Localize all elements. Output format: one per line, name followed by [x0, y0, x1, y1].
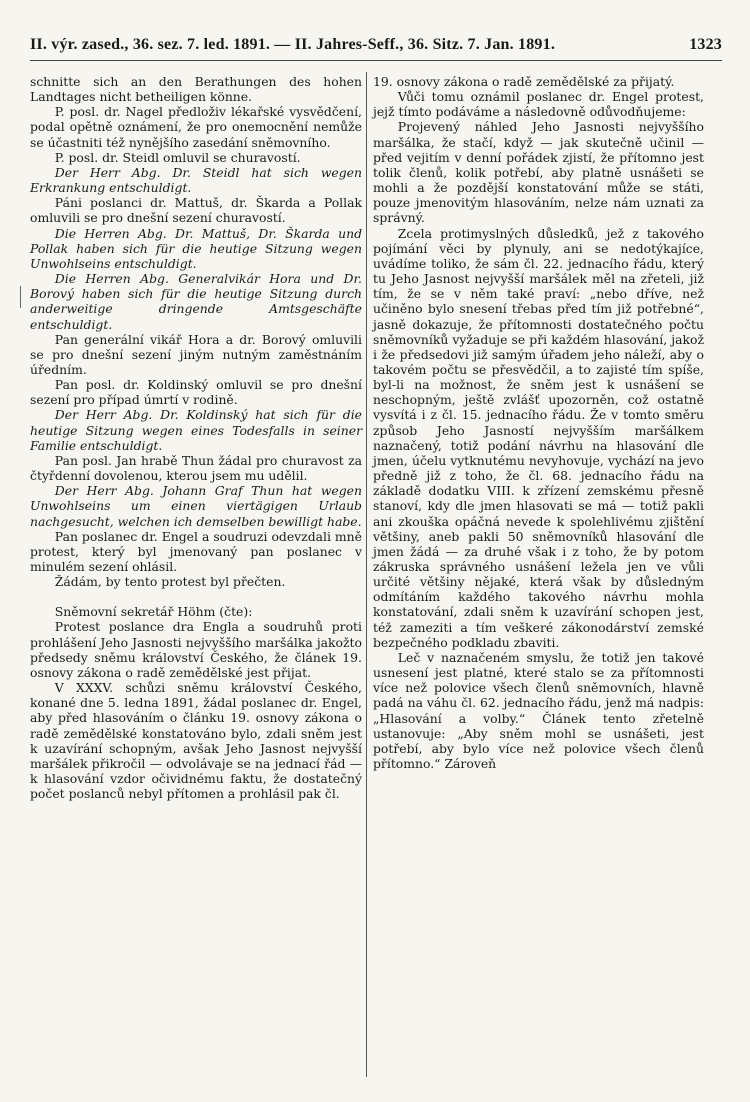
paragraph: 19. osnovy zákona o radě zemědělské za přijatý.: [373, 74, 675, 89]
margin-mark: [20, 286, 21, 308]
paragraph: Pan generální vikář Hora a dr. Borový omluvili se pro dnešní sezení jiným nutným zaměstnáním úředním.: [30, 331, 362, 377]
left-column: [30, 74, 362, 801]
right-column: [373, 74, 704, 771]
paragraph: V XXXV. schůzi sněmu království Českého, konané dne 5. ledna 1891, žádal poslanec dr. Engel, aby před hlasováním o článku 19. osnovy zákona o radě zemědělské konstatováno bylo, zdali sněm jest k uzavírání schopným, avšak Jeho Jasnost nejvyšší maršálek přikročil — odvolávaje se na jednací řád — k hlasování vzdor očividnému faktu, že dostatečný počet poslanců nebyl přítomen a prohlásil pak čl.: [30, 680, 362, 802]
paragraph: Projevený náhled Jeho Jasnosti nejvyššího maršálka, že stačí, když — jak skutečně učinil — před vejitím v denní pořádek zjistí, že přítomno jest tolik členů, kolik potřebí, aby platně usnášeti se mohli a že pozdější konstatování může se státi, pouze jmenovitým hlasováním, nelze nám uznati za správný.: [373, 119, 704, 226]
paragraph: P. posl. dr. Steidl omluvil se churavostí.: [54, 149, 301, 165]
paragraph: Der Herr Abg. Dr. Koldinský hat sich für die heutige Sitzung wegen eines Todesfalls in seiner Familie entschuldigt.: [30, 407, 362, 453]
spacer: [30, 589, 362, 604]
paragraph: Pan posl. dr. Koldinský omluvil se pro dnešní sezení pro případ úmrtí v rodině.: [30, 377, 362, 408]
page-number: 1323: [689, 36, 722, 53]
paragraph: Die Herren Abg. Generalvikár Hora und Dr. Borový haben sich für die heutige Sitzung durch anderweitige dringende Amtsgeschäfte entschuldigt.: [30, 271, 362, 332]
paragraph: Die Herren Abg. Dr. Mattuš, Dr. Škarda und Pollak haben sich für die heutige Sitzung wegen Unwohlseins entschuldigt.: [30, 225, 362, 271]
column-divider: [366, 72, 367, 1077]
paragraph: Zcela protimyslných důsledků, jež z takového pojímání věci by plynuly, ani se nedotýkajíce, uvádíme toliko, že sám čl. 22. jednacího řádu, který tu Jeho Jasnost nejvyšší maršálek měl na zřeteli, již tím, že se v něm také praví: „nebo dříve, než učiněno bylo snesení třebas před tím již potřebné“, jasně dokazuje, že přítomnosti dostatečného počtu sněmovníků vyžaduje se při každém hlasování, jakož i že předsedovi již samým úřadem jeho náleží, aby o takovém počtu se přesvědčil, a to zajisté tím spíše, byl-li na možnost, že sněm jest k usnášení se neschopným, ještě zvlášť upozorněn, což ostatně vysvítá i z čl. 15. jednacího řádu. Že v tomto směru způsob Jeho Jasností nejvyšším maršálkem naznačený, totiž podání návrhu na hlasování dle jmen, účelu vytknutému nevyhovuje, vychází na jevo předně již z toho, že čl. 68. jednacího řádu na základě dodatku VIII. k zřízení zemskému přesně stanoví, kdy dle jmen hlasovati se má — totiž pakli ani zkouška opáčná nevede k spolehlivému zjištění většiny, aneb pakli 50 sněmovníků hlasování dle jmen žádá — za druhé však i z toho, že by potom zákruska správného usnášení ležela jen ve vůli určité většiny nějaké, která však by důsledným odmítáním každého takového návrhu mohla konstatování, zdali sněm k uzavírání schopen jest, též zameziti a tím veškeré zákonodárství zemské bezpečného podkladu zbaviti.: [373, 225, 704, 650]
paragraph: Vůči tomu oznámil poslanec dr. Engel protest, jejž tímto podáváme a následovně odůvodňujeme:: [373, 89, 704, 120]
paragraph: Protest poslance dra Engla a soudruhů proti prohlášení Jeho Jasnosti nejvyššího maršálka jakožto předsedy sněmu království Českého, že článek 19. osnovy zákona o radě zemědělské jest přijat.: [30, 619, 362, 680]
paragraph: Pan posl. Jan hrabě Thun žádal pro churavost za čtyřdenní dovolenou, kterou jsem mu udělil.: [30, 452, 362, 484]
paragraph: P. posl. dr. Nagel předloživ lékařské vysvědčení, podal opětně oznámení, že pro onemocnění nemůže se účastniti též nynějšího zasedání sněmovního.: [30, 104, 362, 150]
paragraph: Der Herr Abg. Johann Graf Thun hat wegen Unwohlseins um einen viertägigen Urlaub nachgesucht, welchen ich demselben bewilligt habe.: [30, 483, 362, 529]
paragraph: Žádám, by tento protest byl přečten.: [54, 574, 286, 590]
speaker-line: Sněmovní sekretář Höhm (čte):: [54, 604, 253, 620]
paragraph: Leč v naznačeném smyslu, že totiž jen takové usnesení jest platné, které stalo se za přítomnosti více než polovice všech členů sněmovních, hlavně padá na váhu čl. 62. jednacího řádu, jenž má nadpis: „Hlasování a volby.“ Článek tento zřetelně ustanovuje: „Aby sněm mohl se usnášeti, jest potřebí, aby bylo více než polovice všech členů přítomno.“ Zároveň: [373, 649, 704, 772]
paragraph: Pan poslanec dr. Engel a soudruzi odevzdali mně protest, který byl jmenovaný pan poslanec v minulém sezení ohlásil.: [30, 528, 362, 574]
paragraph: schnitte sich an den Berathungen des hohen Landtages nicht betheiligen könne.: [30, 74, 362, 105]
header-rule: [30, 60, 722, 61]
page-header: [30, 36, 722, 54]
running-head: II. výr. zased., 36. sez. 7. led. 1891. — II. Jahres-Seff., 36. Sitz. 7. Jan. 1891.: [30, 36, 556, 53]
paragraph: Páni poslanci dr. Mattuš, dr. Škarda a Pollak omluvili se pro dnešní sezení churavostí.: [30, 195, 362, 226]
paragraph: Der Herr Abg. Dr. Steidl hat sich wegen Erkrankung entschuldigt.: [30, 164, 362, 196]
